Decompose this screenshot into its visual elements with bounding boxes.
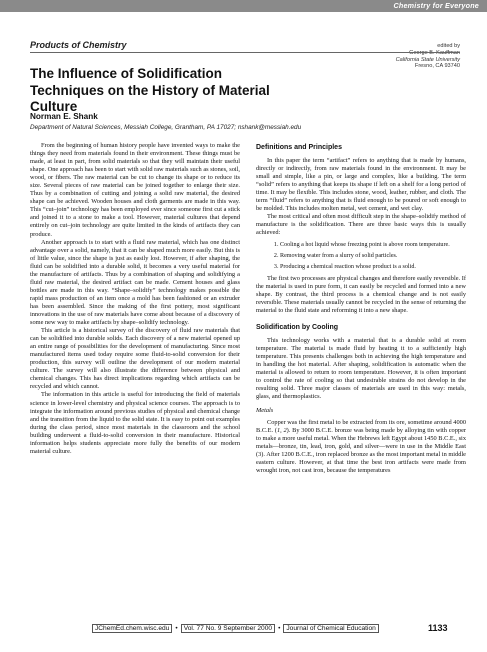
footer-url[interactable]: JChemEd.chem.wisc.edu bbox=[92, 624, 172, 633]
list-item: 2. Removing water from a slurry of solid particles. bbox=[280, 253, 466, 261]
section-banner bbox=[0, 0, 487, 12]
paragraph-text: Copper was the first metal to be extracted from its ore, sometime around 4000 B.C.E. ( bbox=[256, 419, 466, 435]
solidification-methods-list bbox=[270, 242, 466, 272]
right-column bbox=[256, 142, 466, 475]
list-item: 1. Cooling a hot liquid whose freezing point is above room temperature. bbox=[280, 242, 466, 250]
page-footer bbox=[92, 625, 379, 632]
footer-journal: Journal of Chemical Education bbox=[283, 624, 378, 633]
editor-name: George B. Kauffman bbox=[409, 49, 460, 56]
article-author: Norman E. Shank bbox=[30, 112, 98, 121]
author-email[interactable]: nshank@messiah.edu bbox=[237, 124, 302, 131]
footer-separator: • bbox=[278, 625, 281, 632]
citation[interactable]: 1, 2 bbox=[276, 427, 287, 435]
right-paragraph-3: The first two processes are physical changes and therefore easily reversible. If the material is used in pure form, it can easily be recycled and formed into a new shape. By contrast, the third process is a chemical change and is not easily reversible. These materials usually cannot be recycled in the sense of returning the material to the fluid state and reforming it into a new shape. bbox=[256, 275, 466, 315]
paragraph-text: ). By 3000 B.C.E. bronze was being made by alloying tin with copper to make a more useful metal. When the Hebrews left Egypt about 1450 B.C.E., six metals—bronze, tin, lead, iron, gold, and silver—were in use in the Middle East (3). After 1200 B.C.E., iron replaced bronze as the most important metal in middle eastern culture. However, at that time the best iron artifacts were made from wrought iron, not cast iron, because the temperatures bbox=[256, 427, 467, 475]
affiliation-text: Department of Natural Sciences, Messiah College, Grantham, PA 17027; bbox=[30, 124, 237, 131]
section-banner-label: Chemistry for Everyone bbox=[393, 1, 479, 10]
footer-separator: • bbox=[175, 625, 178, 632]
left-column bbox=[30, 142, 240, 456]
article-title: The Influence of Solidification Techniques on the History of Material Culture bbox=[30, 66, 270, 114]
right-paragraph-4: This technology works with a material that is a durable solid at room temperature. The material is made fluid by heating it to a sufficiently high temperature. This presents challenges both in achieving the high temperature and in handling the hot material. After shaping, solidification is automatic when the material is allowed to return to room temperature. However, it is often important to control the rate of cooling so that undesirable strains do not develop in the resulting solid. Three major classes of materials are used in this way: metals, glass, and thermoplastics. bbox=[256, 336, 466, 400]
left-paragraph-3: This article is a historical survey of the discovery of fluid raw materials that can be solidified into durable solids. Each discovery of a new material opened up an entire range of possibilities for the development of manufacturing. Since most manufactured items used today require some fluid-to-solid conversion for their production, this survey will outline the development of our modern material culture. The survey will also illustrate the difference between physical and chemical changes. This has direct implications regarding which artifacts can be recycled and which cannot. bbox=[30, 327, 240, 391]
footer-volume: Vol. 77 No. 9 September 2000 bbox=[181, 624, 275, 633]
left-paragraph-2: Another approach is to start with a fluid raw material, which has one distinct advantage over a solid, namely, that it can be shaped much more easily. But this is of little value, since the shape is just as easily lost. However, if after shaping, the fluid can be solidified into a durable solid, it becomes a very useful material for the manufacture of artifacts. Thus by a combination of shaping and solidifying a fluid raw material, the desired artifact can be made. Cement houses and glass bottles are made in this way. “Shape–solidify” technology makes possible the rapid mass production of an item once a mold has been fashioned or an extruder has been assembled. Since the making of the first pottery, most significant innovations in the use of raw materials have come about because of a discovery of some new way to make artifacts by shape–solidify technology. bbox=[30, 238, 240, 327]
edited-by-label: edited by bbox=[437, 43, 460, 49]
header-rule bbox=[30, 52, 460, 53]
list-item: 3. Producing a chemical reaction whose product is a solid. bbox=[280, 264, 466, 272]
left-paragraph-1: From the beginning of human history people have invented ways to make the things they need from materials found in their environment. These things must be made, at least in part, from solid materials so that they will maintain their useful shape. One approach has been to start with solid raw materials such as stones, soil, wood, or fibers. The raw material can be cut to change its shape or to reduce its size. Several pieces of raw material can be joined together to enlarge their size. Thus by a combination of cutting and joining a solid raw material, the desired shape can be achieved. Wooden houses and cloth garments are made in this way. This “cut–join” technology has been employed ever since someone first cut a stick and joined it to a stone to make a tool. However, material cultures that depend entirely on cut–join technology are quite limited in the kinds of artifacts they can produce. bbox=[30, 142, 240, 238]
editor-credit bbox=[310, 43, 460, 70]
column-label: Products of Chemistry bbox=[30, 40, 127, 50]
editor-university: California State University bbox=[395, 56, 460, 63]
left-paragraph-4: The information in this article is useful for introducing the field of materials science in lower-level chemistry and physical science courses. The approach is to integrate the information around previous studies of physical and chemical change and the transition from the liquid to the solid state. It is easy to point out examples during the class period, since most materials in the classroom and the school building underwent a fluid-to-solid conversion in their manufacture. Historical information helps students appreciate more fully the benefits of our modern material culture. bbox=[30, 391, 240, 455]
right-paragraph-2: The most critical and often most difficult step in the shape–solidify method of manufacture is the solidification. There are three basic ways this is usually achieved: bbox=[256, 213, 466, 237]
subsection-heading-metals: Metals bbox=[256, 406, 274, 414]
editor-city: Fresno, CA 93740 bbox=[414, 63, 460, 70]
page-number: 1133 bbox=[428, 623, 448, 633]
section-heading-definitions: Definitions and Principles bbox=[256, 144, 342, 151]
section-heading-cooling: Solidification by Cooling bbox=[256, 323, 339, 331]
right-paragraph-5 bbox=[256, 419, 466, 475]
right-paragraph-1: In this paper the term “artifact” refers to anything that is made by humans, directly or indirectly, from raw materials found in the environment. It may be small and simple, like a pin, or large and complex, like a building. The term “solid” refers to anything that keeps its shape if left on a shelf for a long period of time. It may be flexible. This includes stone, wood, leather, rubber, and cloth. The term “fluid” refers to anything that is fluid enough to be poured or soft enough to be molded. This includes molten metal, wet cement, and wet clay. bbox=[256, 157, 466, 213]
article-affiliation bbox=[30, 124, 470, 131]
